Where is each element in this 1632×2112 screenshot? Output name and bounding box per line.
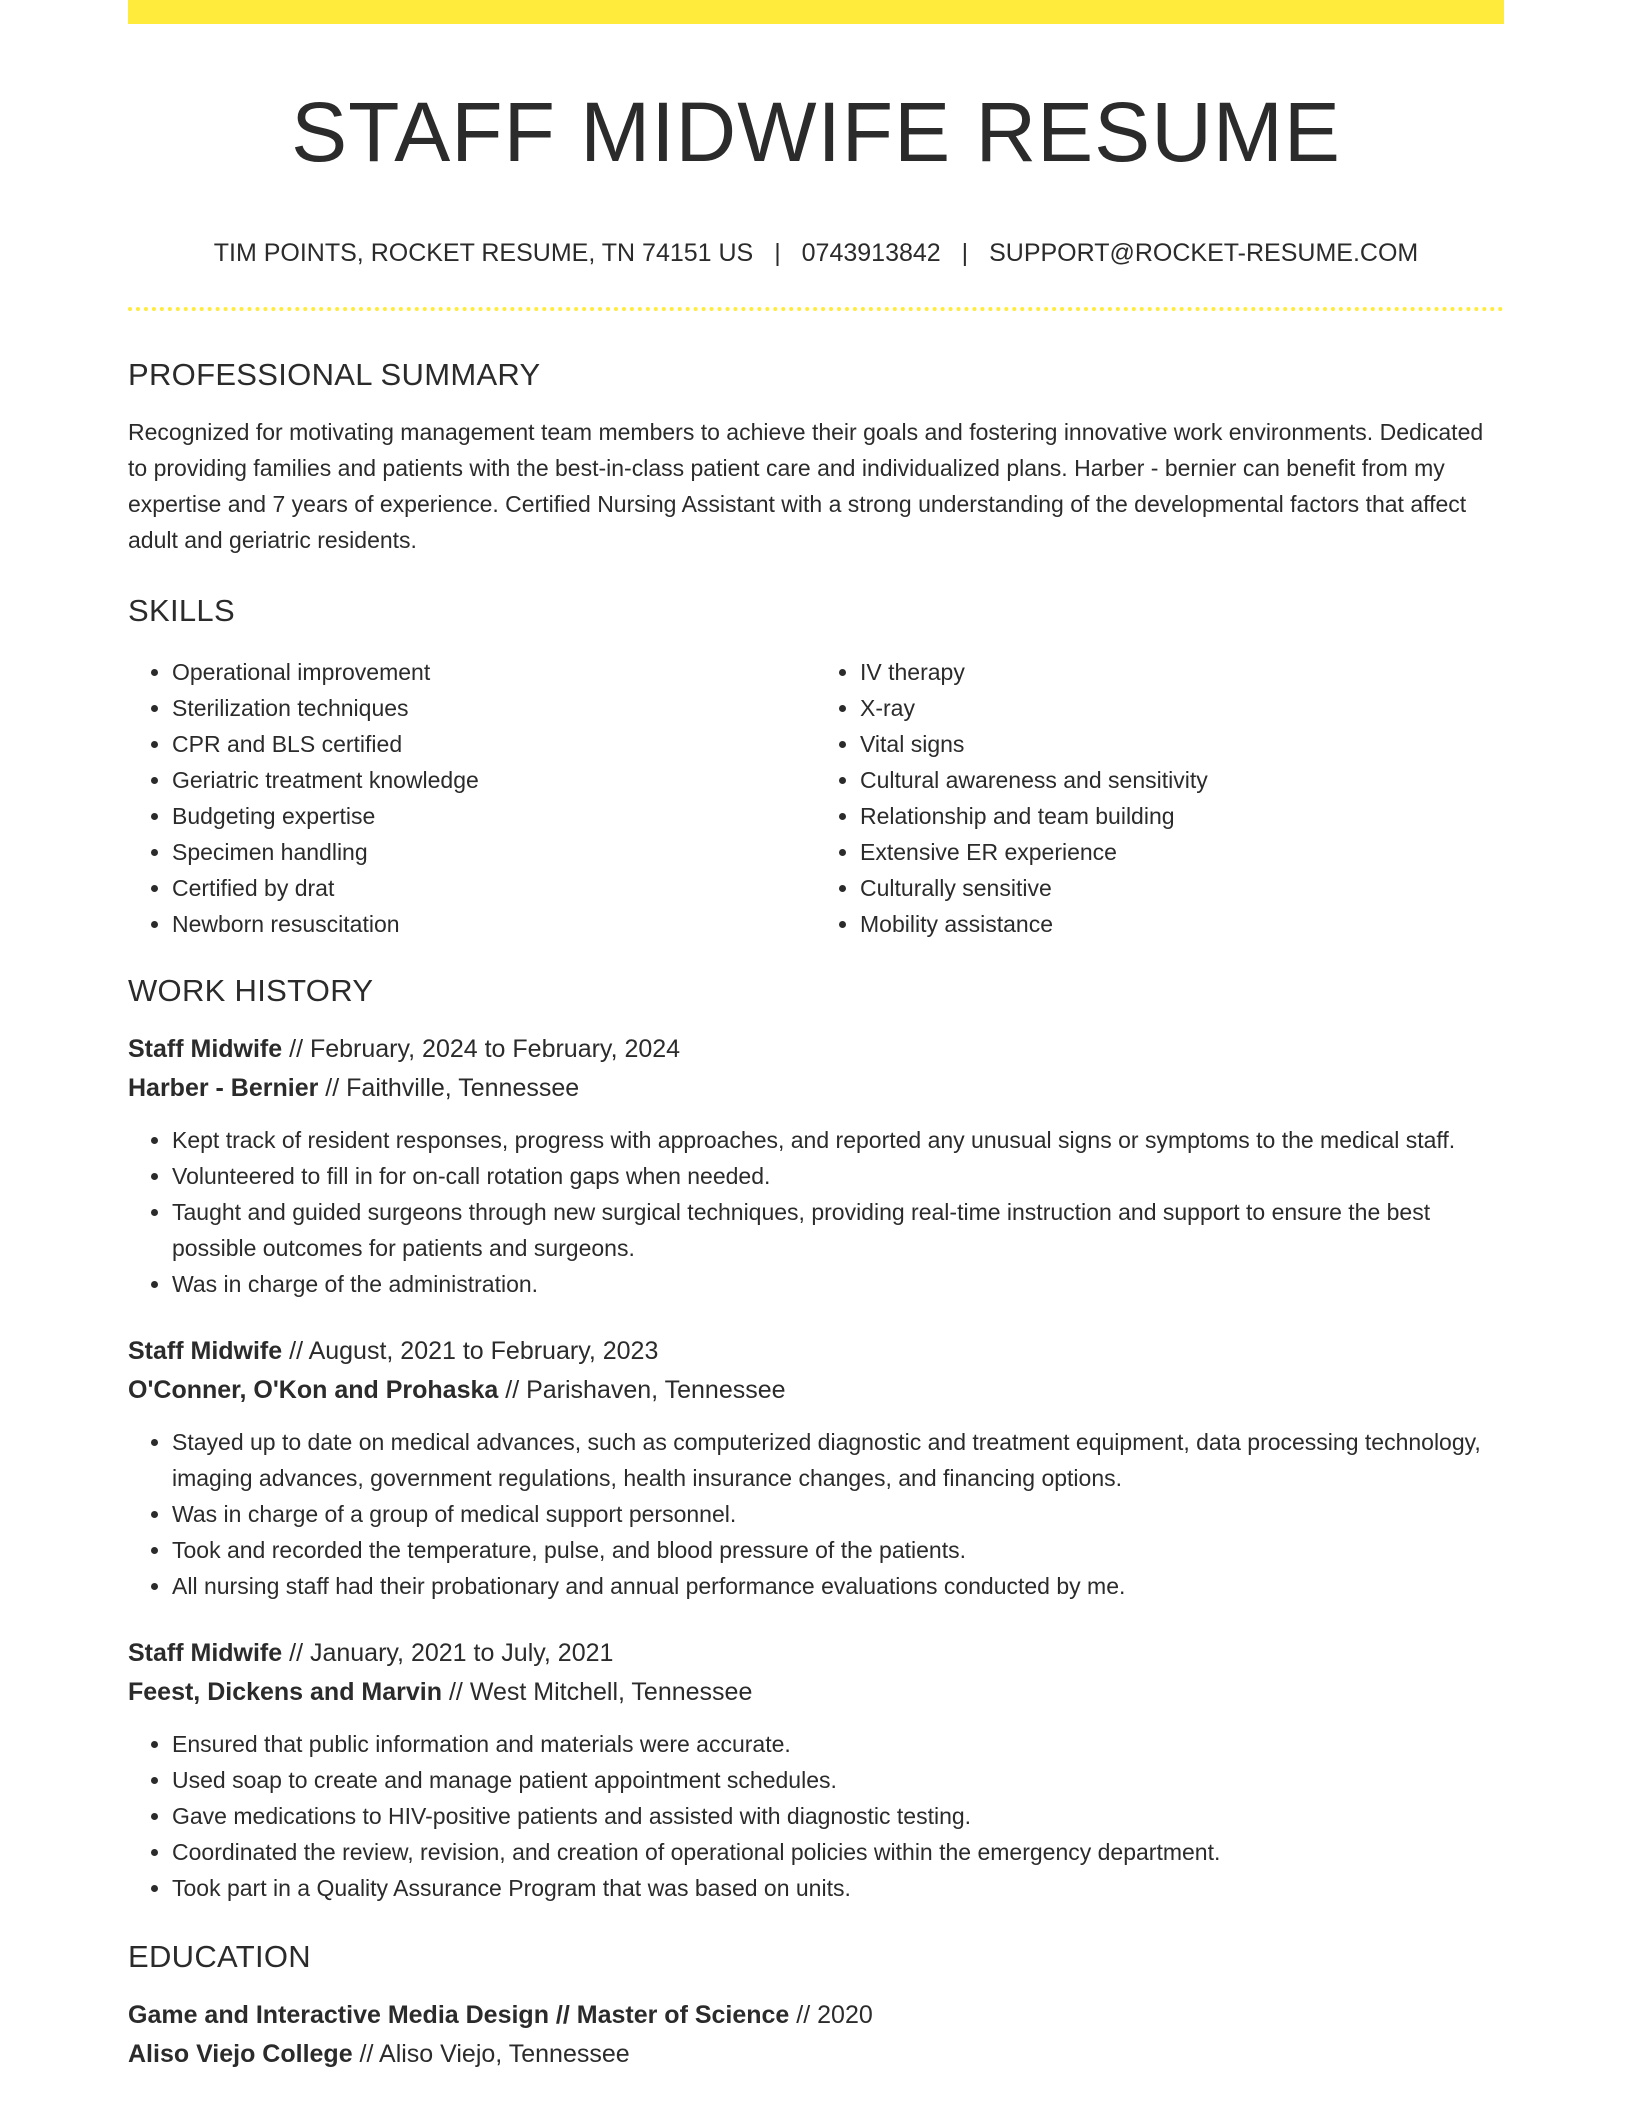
- job-entry: [128, 1030, 1504, 1302]
- job-bullet: • Took part in a Quality Assurance Program that was based on units.: [172, 1870, 1504, 1906]
- contact-address: TIM POINTS, ROCKET RESUME, TN 74151 US: [213, 239, 754, 267]
- job-bullet: • Coordinated the review, revision, and creation of operational policies within the emergency department.: [172, 1834, 1504, 1870]
- job-company: Feest, Dickens and Marvin: [128, 1678, 443, 1706]
- education-degree: Game and Interactive Media Design // Master of Science: [128, 2001, 790, 2029]
- job-bullet: • Gave medications to HIV-positive patients and assisted with diagnostic testing.: [172, 1798, 1504, 1834]
- job-bullets: [128, 1424, 1504, 1604]
- job-bullets: [128, 1122, 1504, 1302]
- job-location: Parishaven, Tennessee: [526, 1376, 786, 1404]
- contact-line: [128, 236, 1504, 270]
- education-school: Aliso Viejo College: [128, 2040, 353, 2068]
- job-bullet: • Was in charge of the administration.: [172, 1266, 1504, 1302]
- skill-item: • Operational improvement: [172, 654, 816, 690]
- skill-item: • Vital signs: [860, 726, 1504, 762]
- job-bullet: • Stayed up to date on medical advances, such as computerized diagnostic and treatment equipment, data processing technology, imaging advances, government regulations, health insurance changes, and financing options.: [172, 1424, 1504, 1496]
- skill-item: • IV therapy: [860, 654, 1504, 690]
- resume-content: [128, 354, 1504, 2074]
- skill-item: • CPR and BLS certified: [172, 726, 816, 762]
- work-history-heading: WORK HISTORY: [128, 973, 374, 1008]
- skill-item: • Culturally sensitive: [860, 870, 1504, 906]
- education-school-line: Aliso Viejo College // Aliso Viejo, Tennessee: [128, 2040, 630, 2068]
- skills-heading: SKILLS: [128, 593, 235, 628]
- job-entry: [128, 1332, 1504, 1604]
- contact-separator: |: [774, 239, 781, 267]
- job-company-line: Harber - Bernier // Faithville, Tennessee: [128, 1074, 580, 1102]
- accent-bar: [128, 0, 1504, 24]
- skill-item: • Sterilization techniques: [172, 690, 816, 726]
- education-degree-line: Game and Interactive Media Design // Master of Science // 2020: [128, 2001, 873, 2029]
- job-title: Staff Midwife: [128, 1035, 283, 1063]
- skill-item: • Specimen handling: [172, 834, 816, 870]
- job-bullet: • Used soap to create and manage patient appointment schedules.: [172, 1762, 1504, 1798]
- education-location: Aliso Viejo, Tennessee: [379, 2040, 630, 2068]
- job-title: Staff Midwife: [128, 1639, 283, 1667]
- job-bullets: [128, 1726, 1504, 1906]
- job-bullet: • Taught and guided surgeons through new surgical techniques, providing real-time instruction and support to ensure the best possible outcomes for patients and surgeons.: [172, 1194, 1504, 1266]
- job-title-line: Staff Midwife // January, 2021 to July, 2021: [128, 1639, 614, 1667]
- job-title: Staff Midwife: [128, 1337, 283, 1365]
- job-dates: August, 2021 to February, 2023: [308, 1337, 659, 1365]
- job-company: O'Conner, O'Kon and Prohaska: [128, 1376, 499, 1404]
- job-company-line: O'Conner, O'Kon and Prohaska // Parishaven, Tennessee: [128, 1376, 786, 1404]
- job-dates: January, 2021 to July, 2021: [309, 1639, 614, 1667]
- education-heading: EDUCATION: [128, 1939, 311, 1974]
- skill-item: • Geriatric treatment knowledge: [172, 762, 816, 798]
- skill-item: • Cultural awareness and sensitivity: [860, 762, 1504, 798]
- skill-item: • X-ray: [860, 690, 1504, 726]
- skill-item: • Newborn resuscitation: [172, 906, 816, 942]
- skills-right-column: [816, 654, 1504, 942]
- job-location: Faithville, Tennessee: [346, 1074, 580, 1102]
- summary-text: Recognized for motivating management team members to achieve their goals and fostering innovative work environments. Dedicated to providing families and patients with the best-in-class patient care and individualized plans. Harber - bernier can benefit from my expertise and 7 years of experience. Certified Nursing Assistant with a strong understanding of the developmental factors that affect adult and geriatric residents.: [128, 419, 1484, 553]
- job-title-line: Staff Midwife // August, 2021 to February, 2023: [128, 1337, 659, 1365]
- job-entry: [128, 1634, 1504, 1906]
- job-bullet: • Was in charge of a group of medical support personnel.: [172, 1496, 1504, 1532]
- education-year: 2020: [817, 2001, 873, 2029]
- job-dates: February, 2024 to February, 2024: [309, 1035, 681, 1063]
- skill-item: • Budgeting expertise: [172, 798, 816, 834]
- skill-item: • Certified by drat: [172, 870, 816, 906]
- job-title-line: Staff Midwife // February, 2024 to February, 2024: [128, 1035, 681, 1063]
- summary-heading: PROFESSIONAL SUMMARY: [128, 357, 541, 392]
- job-bullet: • Kept track of resident responses, progress with approaches, and reported any unusual signs or symptoms to the medical staff.: [172, 1122, 1504, 1158]
- contact-separator: |: [961, 239, 969, 267]
- job-location: West Mitchell, Tennessee: [469, 1678, 753, 1706]
- job-bullet: • All nursing staff had their probationary and annual performance evaluations conducted by me.: [172, 1568, 1504, 1604]
- skill-item: • Relationship and team building: [860, 798, 1504, 834]
- skills-left-column: [128, 654, 816, 942]
- resume-title: STAFF MIDWIFE RESUME: [291, 85, 1341, 179]
- job-company: Harber - Bernier: [128, 1074, 319, 1102]
- dotted-divider: [128, 307, 1504, 311]
- job-company-line: Feest, Dickens and Marvin // West Mitchell, Tennessee: [128, 1678, 753, 1706]
- contact-email: SUPPORT@ROCKET-RESUME.COM: [989, 239, 1419, 267]
- job-bullet: • Took and recorded the temperature, pulse, and blood pressure of the patients.: [172, 1532, 1504, 1568]
- job-bullet: • Ensured that public information and materials were accurate.: [172, 1726, 1504, 1762]
- skill-item: • Mobility assistance: [860, 906, 1504, 942]
- contact-phone: 0743913842: [801, 239, 941, 267]
- skills-list: [128, 654, 1504, 942]
- job-bullet: • Volunteered to fill in for on-call rotation gaps when needed.: [172, 1158, 1504, 1194]
- skill-item: • Extensive ER experience: [860, 834, 1504, 870]
